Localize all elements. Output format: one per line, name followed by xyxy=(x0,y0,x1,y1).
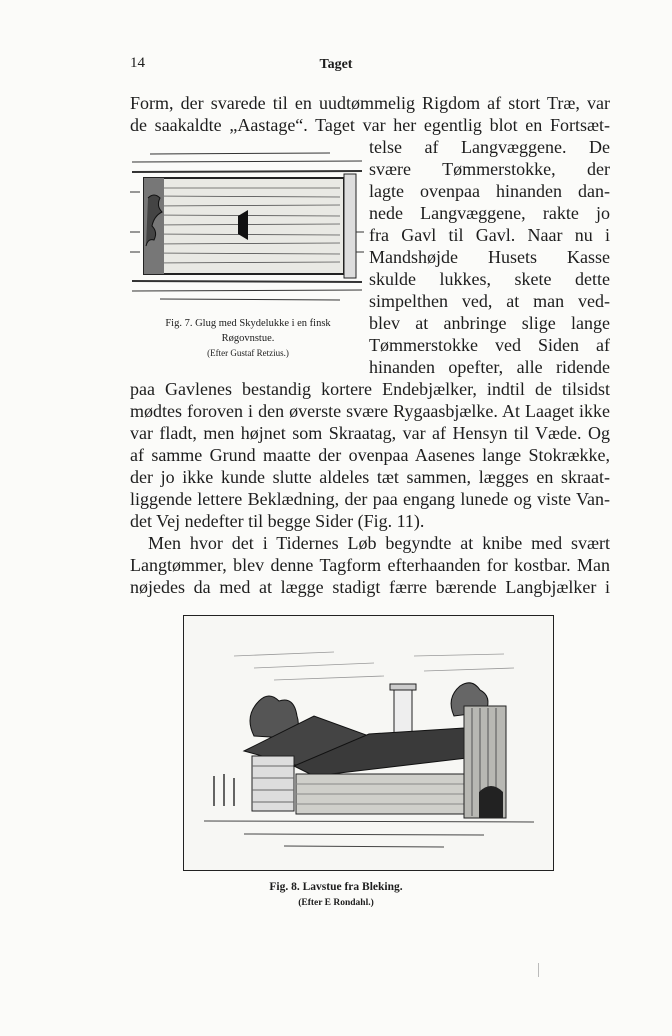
body-line: nøjedes da med at lægge stadigt færre bærende Langbjælker i xyxy=(130,577,610,597)
body-line: Langtømmer, blev denne Tagform efterhaanden for kostbar. Man xyxy=(130,555,610,575)
body-line: de saakaldte „Aastage“. Taget var her egentlig blot en Fortsæt- xyxy=(130,115,610,135)
figure-8-frame xyxy=(183,615,554,871)
body-line: det Vej nedefter til begge Sider (Fig. 11). xyxy=(130,511,425,531)
body-line: fra Gavl til Gavl. Naar nu i xyxy=(369,225,610,245)
body-line: Men hvor det i Tidernes Løb begyndte at knibe med svært xyxy=(148,533,610,553)
body-line: mødtes foroven i den øverste svære Rygaasbjælke. At Laaget ikke xyxy=(130,401,610,421)
body-line: Form, der svarede til en uudtømmelig Rigdom af stort Træ, var xyxy=(130,93,610,113)
body-line: der jo ikke kunde slutte aldeles tæt sammen, lægges en skraat- xyxy=(130,467,610,487)
figure-7-caption-line2: Røgovnstue. xyxy=(221,333,275,344)
body-line: Tømmerstokke ved Siden af xyxy=(369,335,610,355)
figure-7-caption-line1: Fig. 7. Glug med Skydelukke i en finsk xyxy=(165,318,331,329)
figure-7-illustration xyxy=(130,148,366,308)
body-line: blev at anbringe slige lange xyxy=(369,313,610,333)
figure-8-source: (Efter E Rondahl.) xyxy=(298,898,374,908)
running-head: Taget xyxy=(319,57,353,72)
body-line: telse af Langvæggene. De xyxy=(369,137,610,157)
body-line: nede Langvæggene, rakte jo xyxy=(369,203,610,223)
body-line: svære Tømmerstokke, der xyxy=(369,159,610,179)
figure-8-illustration xyxy=(184,616,552,869)
figure-7-source: (Efter Gustaf Retzius.) xyxy=(207,348,289,358)
body-line: hinanden opefter, alle ridende xyxy=(369,357,610,377)
body-line: simpelthen ved, at man ved- xyxy=(369,291,610,311)
page-number: 14 xyxy=(130,55,145,71)
scan-edge-mark xyxy=(538,963,539,977)
body-line: af samme Grund maatte der ovenpaa Aasenes lange Stokrække, xyxy=(130,445,610,465)
body-line: var fladt, men højnet som Skraatag, var af Hensyn til Væde. Og xyxy=(130,423,610,443)
figure-8-caption xyxy=(0,879,672,911)
figure-8-caption-title: Fig. 8. Lavstue fra Bleking. xyxy=(269,881,403,893)
figure-7-caption xyxy=(130,316,366,361)
body-line: lagte ovenpaa hinanden dan- xyxy=(369,181,610,201)
body-line: liggende lettere Beklædning, der paa engang lunede og viste Van- xyxy=(130,489,610,509)
body-line: skulde lukkes, skete dette xyxy=(369,269,610,289)
body-line: paa Gavlenes bestandig kortere Endebjælker, indtil de tilsidst xyxy=(130,379,610,399)
body-line: Mandshøjde Husets Kasse xyxy=(369,247,610,267)
